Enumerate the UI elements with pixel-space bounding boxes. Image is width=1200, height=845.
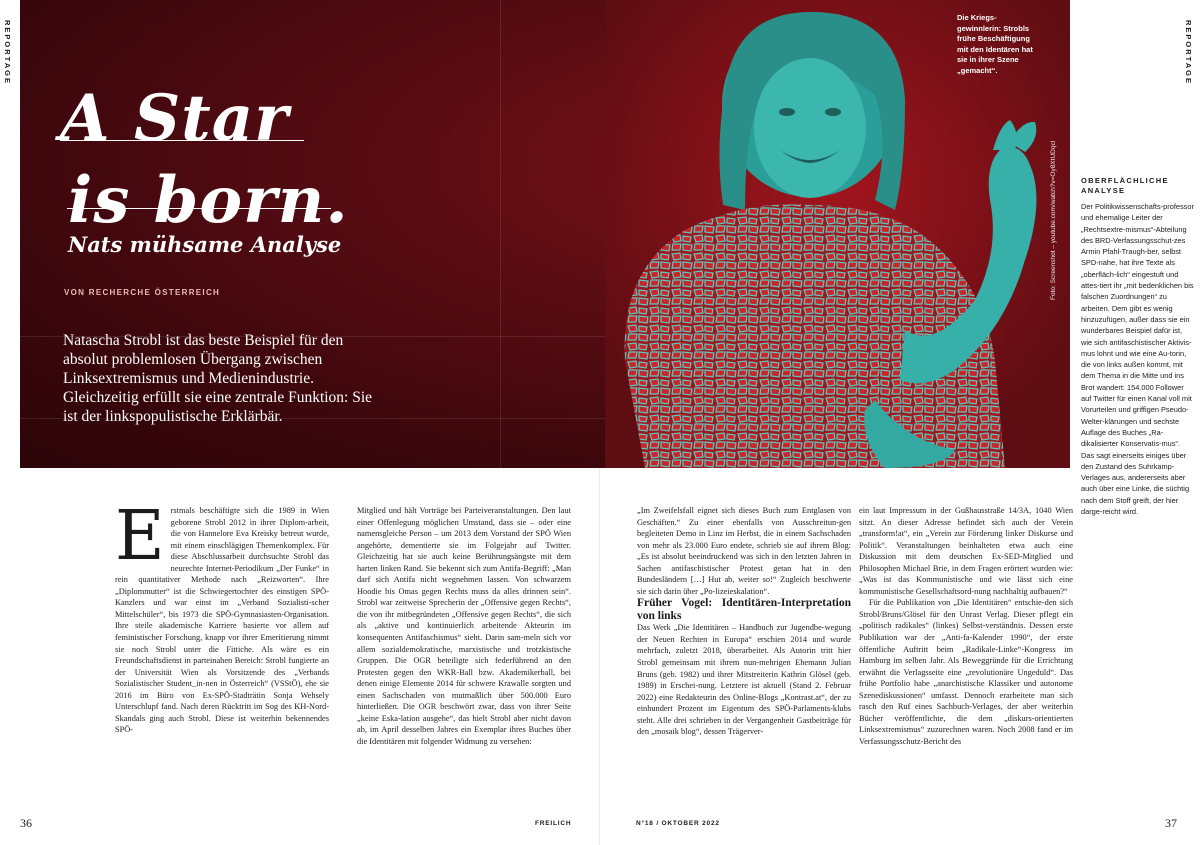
body-column-1 — [115, 497, 329, 736]
headline-line-1: A Star — [60, 81, 289, 156]
issue-info: N°18 / OKTOBER 2022 — [636, 820, 720, 827]
section-label-left: REPORTAGE — [3, 20, 12, 85]
grid-line — [500, 0, 501, 468]
magazine-name: FREILICH — [535, 820, 572, 827]
body-column-2 — [357, 505, 571, 747]
subheadline: Nats mühsame Analyse — [68, 232, 342, 257]
headline — [60, 78, 349, 242]
section-label-right: REPORTAGE — [1184, 20, 1193, 85]
photo-caption: Die Kriegs-gewinnlerin: Strobls frühe Beschäftigung mit den Identären hat sie in ihrer Szene „gemacht“. — [957, 13, 1033, 75]
body-paragraph: „Im Zweifelsfall eignet sich dieses Buch zum Entglasen von Geschäften.“ Zu einer ebenfalls von Ausschreitun-gen begleiteten Demo in Linz im Herbst, die in einem Sachschaden von mehr als 23.000 Euro endete, schrieb sie auf ihrem Blog: „Es ist absolut beeindruckend was sich in den letzten Jahren in Sachen antifaschistischer Protest getan hat in den Bundesländern […] Hut ab, weiter so!“ Zugleich beschwerte sie sich darin über „Po-lizeieskalation“. — [637, 506, 851, 596]
sidebar-title: OBERFLÄCHLICHE ANALYSE — [1081, 176, 1169, 195]
headline-line-2: is born. — [68, 163, 349, 238]
body-paragraph: ein laut Impressum in der Gußhausstraße 14/3A, 1040 Wien sitzt. An dieser Adresse befindet sich auch der Verein „transform!at“, ein „Verein zur Förderung linker Diskurse und Politik“. Veranstaltungen beinhalteten etwa auch eine Diskussion mit dem deutschen Ex-SED-Mitglied und Philosophen Michael Brie, in dem Fragen erörtert wurden wie: „Was ist das Kommunistische und wie lässt sich eine kommunistische Gesellschaftsord-nung nachhaltig aufbauen?“ — [859, 506, 1073, 596]
sidebar-body: Der Politikwissenschafts-professor und ehemalige Leiter der „Rechtsextre-mismus“-Abteilung des BRD-Verfassungsschut-zes Armin Pfahl-Traugh-ber, selbst SPD-nahe, hat ihre Texte als „oberfläch-lich“ eingestuft und attes-tiert ihr „mit bedenklichen bis falschen Zuordnungen“ zu arbeiten. Dem gibt es wenig hinzuzufügen, außer dass sie ein wunderbares Beispiel dafür ist, wie sich antifaschistischer Aktivis-mus lohnt und wie eine Au-torin, die von links außen kommt, mit dem Thema in die Mitte und ins Brot wandert: 154.000 Follower auf Twitter für einen Kanal voll mit Vorurteilen und griffigen Pseudo-Welter-klärungen und sechste Auflage des Buches „Ra-dikalisierter Konservatis-mus“. Das sagt einerseits einiges über den Zustand des Suhrkamp-Verlages aus, andererseits aber auch über eine Linke, die süchtig nach dem Stoff greift, der hier darge-reicht wird. — [1081, 202, 1194, 517]
section-heading: Früher Vogel: Identitären-Interpretation von links — [637, 597, 851, 622]
page-number-right: 37 — [1165, 816, 1177, 830]
body-paragraph: Das Werk „Die Identitären – Handbuch zur Jugendbe-wegung der Neuen Rechten in Europa“ erschien 2014 und wurde mehrfach, zuletzt 2018, überarbeitet. Als Autorin tritt hier Strobl gemeinsam mit ihrem nun-mehrigen Ehemann Julian Bruns (geb. 1982) und ihrer Mitstreiterin Kathrin Glösel (geb. 1989) in Erschei-nung. Letztere ist aktuell (Stand 2. Februar 2022) eine Redakteurin des Online-Blogs „Kontrast.at“, der zu einhundert Prozent im Eigentum des SPÖ-Parlaments-klubs steht. Alle drei schrieben in der Vergangenheit Gastbeiträge für den „mosaik blog“, dessen Trägerver- — [637, 623, 851, 737]
body-column-3 — [637, 505, 851, 738]
hero-banner — [20, 0, 1070, 468]
drop-cap: E — [115, 497, 165, 576]
body-paragraph: rstmals beschäftigte sich die 1989 in Wien geborene Strobl 2012 in ihrer Diplom-arbeit, die von Hannelore Eva Kreisky betreut wurde, mit einem einschlägigen Themenkomplex. Für diese Abschlussarbeit durchsuchte Strobl das neurechte Internet-Periodikum „Der Funke“ in rein quantitativer Methode nach „Reizworten“. Ihre „Diplommutter“ ist die Schwiegertochter des einstigen SPÖ-Kanzlers und war einst im „Verband Sozialisti-scher Mittelschüler“, bis 1973 die SPÖ-Gymnasiasten-Organisation. Ihre steile akademische Karriere basierte vor allem auf feministischer Forschung, knapp vor ihrer Emeritierung nimmt sie noch Strobl unter die Fittiche. Als wäre es ein Freundschaftsdienst in parteinahen Bereich: Strobl fungierte an der Universität Wien als Vorsitzende des „Verbands Sozialistischer Student_in-nen in Österreich“ (VSStÖ), ehe sie 2016 im Büro von Ex-SPÖ-Stadträtin Sonja Wehsely Unterschlupf fand. Nach deren Rücktritt im Sog des KH-Nord-Skandals ging auch Strobl. Diese ist weiterhin bekennendes SPÖ- — [115, 506, 329, 735]
byline: VON RECHERCHE ÖSTERREICH — [64, 288, 221, 297]
photo-credit: Foto: Screenshot – youtube.com/watch?v=Oy8XtUDqcI — [1050, 140, 1057, 300]
body-column-4 — [859, 505, 1073, 747]
sidebar-box — [1081, 176, 1194, 517]
body-paragraph: Mitglied und hält Vorträge bei Parteiveranstaltungen. Den laut einer Offenlegung möglichen Umstand, dass sie – oder eine namensgleiche Person – um 2013 dem Vorstand der SPÖ Wien angehörte, dementierte sie im Folgejahr auf Twitter. Gleichzeitig hat sie auch keine Berührungsängste mit dem harten linken Rand. Sie bekennt sich zum Antifa-Begriff: „Man darf sich Antifa nicht wegnehmen lassen. Von schwarzem Hoodie bis Omas gegen Rechts muss da alles drinnen sein“. Strobl war zeitweise Sprecherin der „Offensive gegen Rechts“, die von ihr mitbegründeten „Offensive gegen Rechts“, die sich als „aktive und kontinuierlich arbeitende Akteurin im konsequenten Antifaschismus“ sieht. Darin sam-meln sich vor allem sozialdemokratische, marxistische und trotzkistische Gruppen. Die OGR beteiligte sich federführend an den Protesten gegen den WKR-Ball bzw. Akademikerball, bei denen einige Elemente 2014 für schwere Krawalle sorgten und einen Sachschaden von mutmaßlich über 500.000 Euro hinterließen. Die OGR beschwört zwar, dass von ihrer Seite „keine Eska-lation ausgehe“, das hielt Strobl aber nicht davon ab, im April desselben Jahres ein Exemplar ihres Buches über die Identitären mit folgender Widmung zu versehen: — [357, 506, 571, 746]
page-number-left: 36 — [20, 816, 32, 830]
body-paragraph: Für die Publikation von „Die Identitären“ entschie-den sich Strobl/Bruns/Glösel für den Unrast Verlag. Dieser pflegt ein „politisch radikales“ (linkes) Selbst-verständnis. Dessen erste Publikation war der „Anti-fa-Kalender 1990“, der erste öffentliche Auftritt beim „Radikale-Linke“-Kongress im Hamburg im selben Jahr. Als Beweggründe für die Errichtung erwähnt die Verlagsseite eine „revolutionäre Ungeduld“. Das frühe Portfolio habe „anarchistische Klassiker und autonome Szenediskussionen“ umfasst. Dennoch erarbeitete man sich rasch den Ruf eines Sachbuch-Verlages, der aber weiterhin Bücher veröffentlichte, die dem „diskurs-orientierten Linksextremismus“ zuzurechnen waren. Noch 2008 fand er im Verfassungsschutz-Bericht des — [859, 598, 1073, 746]
lead-paragraph: Natascha Strobl ist das beste Beispiel für den absolut problemlosen Übergang zwischen Linksextremismus und Medienindustrie. Gleichzeitig erfüllt sie eine zentrale Funktion: Sie ist der linkspopulistische Erklärbär. — [63, 332, 373, 425]
